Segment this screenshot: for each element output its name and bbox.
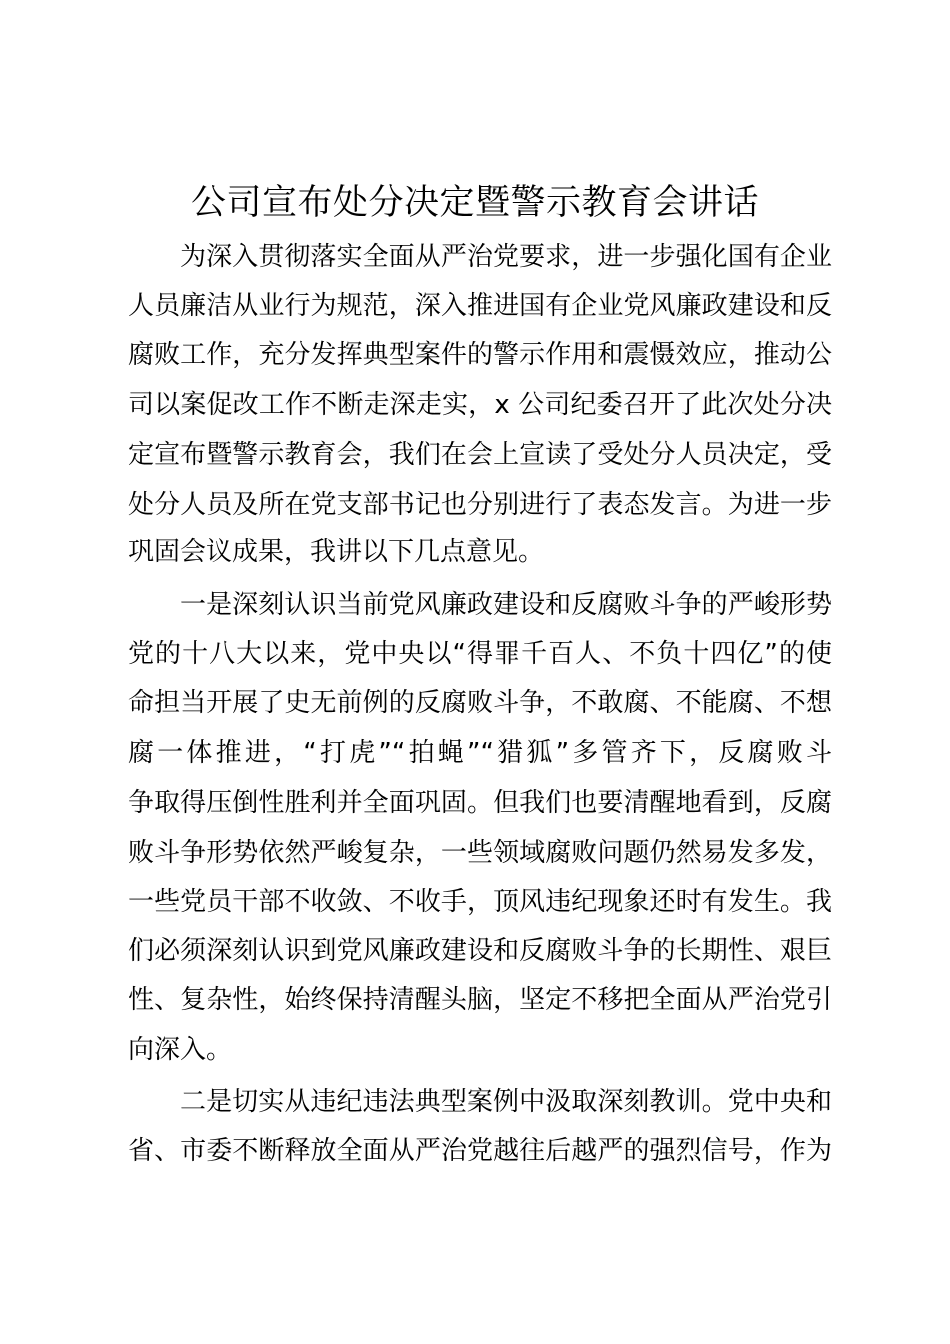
paragraph-line: 争取得压倒性胜利并全面巩固。但我们也要清醒地看到，反腐 <box>128 788 832 818</box>
paragraph-line: 性、复杂性，始终保持清醒头脑，坚定不移把全面从严治党引 <box>128 985 832 1015</box>
paragraph-line: 为深入贯彻落实全面从严治党要求，进一步强化国有企业 <box>180 242 832 272</box>
paragraph-line: 一些党员干部不收敛、不收手，顶风违纪现象还时有发生。我 <box>128 887 832 917</box>
paragraph-line: 二是切实从违纪违法典型案例中汲取深刻教训。党中央和 <box>180 1087 832 1117</box>
paragraph-line: 司以案促改工作不断走深走实，x 公司纪委召开了此次处分决 <box>128 390 832 420</box>
paragraph-line: 们必须深刻认识到党风廉政建设和反腐败斗争的长期性、艰巨 <box>128 936 832 966</box>
paragraph-line: 命担当开展了史无前例的反腐败斗争，不敢腐、不能腐、不想 <box>128 688 832 718</box>
paragraph-line: 党的十八大以来，党中央以“得罪千百人、不负十四亿”的使 <box>128 639 832 669</box>
paragraph-line: 腐一体推进，“打虎”“拍蝇”“猎狐”多管齐下，反腐败斗 <box>128 738 832 768</box>
paragraph-line: 腐败工作，充分发挥典型案件的警示作用和震慑效应，推动公 <box>128 340 832 370</box>
paragraph-line: 败斗争形势依然严峻复杂，一些领域腐败问题仍然易发多发， <box>128 838 832 868</box>
paragraph-line: 定宣布暨警示教育会，我们在会上宣读了受处分人员决定，受 <box>128 440 832 470</box>
paragraph-line: 一是深刻认识当前党风廉政建设和反腐败斗争的严峻形势 <box>180 590 832 620</box>
paragraph-line: 人员廉洁从业行为规范，深入推进国有企业党风廉政建设和反 <box>128 291 832 321</box>
paragraph-line: 向深入。 <box>128 1035 233 1065</box>
paragraph-line: 处分人员及所在党支部书记也分别进行了表态发言。为进一步 <box>128 490 832 520</box>
paragraph-line: 省、市委不断释放全面从严治党越往后越严的强烈信号，作为 <box>128 1136 832 1166</box>
document-title: 公司宣布处分决定暨警示教育会讲话 <box>190 183 759 223</box>
paragraph-line: 巩固会议成果，我讲以下几点意见。 <box>128 537 545 567</box>
